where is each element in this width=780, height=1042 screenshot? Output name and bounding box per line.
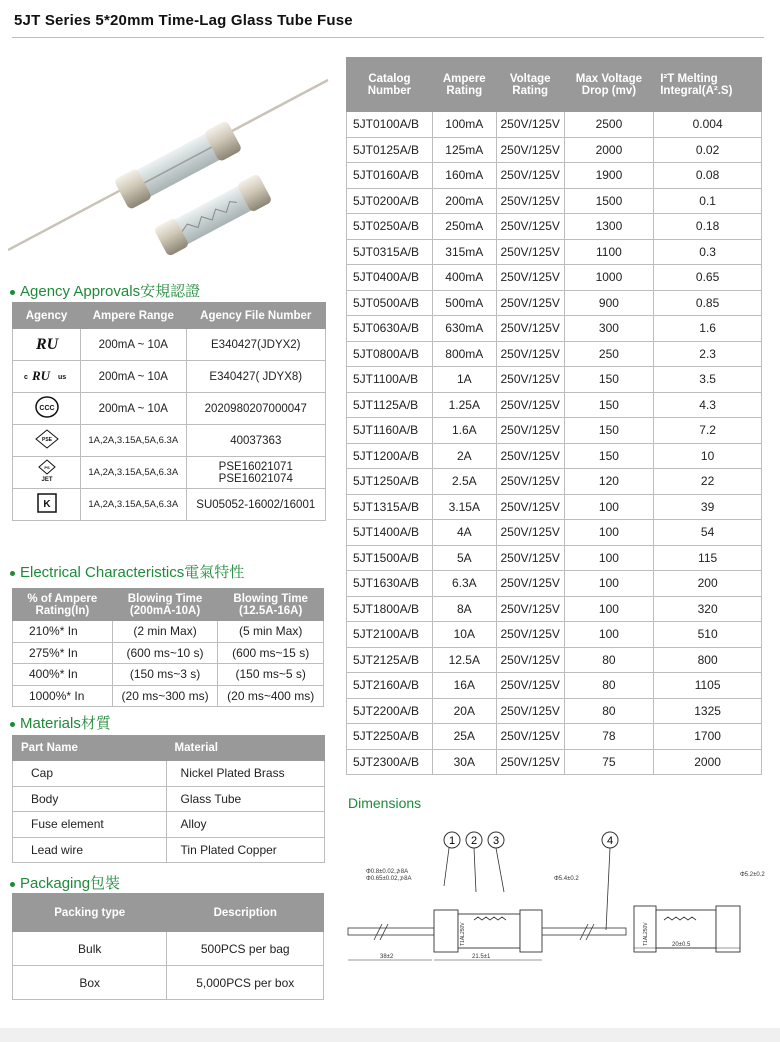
i2t-value: 320 — [654, 596, 762, 622]
voltage-drop: 80 — [564, 673, 654, 699]
catalog-number: 5JT1800A/B — [347, 596, 433, 622]
i2t-value: 22 — [654, 469, 762, 495]
agency-row — [13, 425, 326, 457]
catalog-number: 5JT0315A/B — [347, 239, 433, 265]
catalog-number: 5JT2200A/B — [347, 698, 433, 724]
voltage-rating: 250V/125V — [496, 520, 564, 546]
i2t-value: 39 — [654, 494, 762, 520]
agency-row — [13, 329, 326, 361]
catalog-number: 5JT1160A/B — [347, 418, 433, 444]
svg-text:CCC: CCC — [38, 405, 55, 412]
catalog-col-voltage: Voltage Rating — [496, 58, 564, 112]
material-name: Tin Plated Copper — [166, 837, 324, 863]
catalog-col-voltage-drop: Max Voltage Drop (mv) — [564, 58, 654, 112]
materials-row — [13, 786, 325, 812]
voltage-drop: 150 — [564, 443, 654, 469]
electrical-table — [12, 588, 324, 707]
bullet-icon — [10, 722, 15, 727]
packing-type: Box — [13, 966, 167, 1000]
catalog-number: 5JT1200A/B — [347, 443, 433, 469]
ampere-percent: 275%* In — [13, 642, 113, 664]
i2t-value: 0.3 — [654, 239, 762, 265]
voltage-rating: 250V/125V — [496, 698, 564, 724]
voltage-drop: 100 — [564, 545, 654, 571]
electrical-row — [13, 685, 324, 707]
catalog-row — [347, 647, 762, 673]
packing-type: Bulk — [13, 932, 167, 966]
svg-text:RU: RU — [35, 336, 58, 353]
ampere-rating: 20A — [432, 698, 496, 724]
voltage-rating: 250V/125V — [496, 545, 564, 571]
agency-table — [12, 302, 326, 521]
ampere-rating: 30A — [432, 749, 496, 775]
catalog-number: 5JT0800A/B — [347, 341, 433, 367]
catalog-row — [347, 724, 762, 750]
ampere-rating: 125mA — [432, 137, 496, 163]
catalog-row — [347, 112, 762, 138]
catalog-number: 5JT0200A/B — [347, 188, 433, 214]
svg-text:1: 1 — [448, 835, 456, 847]
agency-range: 200mA ~ 10A — [81, 329, 187, 361]
materials-col-material: Material — [166, 736, 324, 761]
catalog-row — [347, 163, 762, 189]
packing-description: 500PCS per bag — [167, 932, 324, 966]
voltage-drop: 1000 — [564, 265, 654, 291]
voltage-rating: 250V/125V — [496, 188, 564, 214]
voltage-drop: 2000 — [564, 137, 654, 163]
catalog-row — [347, 520, 762, 546]
agency-range: 200mA ~ 10A — [81, 361, 187, 393]
catalog-col-ampere: Ampere Rating — [432, 58, 496, 112]
electrical-col-blow-low: Blowing Time (200mA-10A) — [112, 589, 218, 621]
ampere-percent: 400%* In — [13, 664, 113, 686]
packaging-col-type: Packing type — [13, 894, 167, 932]
ampere-rating: 8A — [432, 596, 496, 622]
voltage-rating: 250V/125V — [496, 469, 564, 495]
i2t-value: 7.2 — [654, 418, 762, 444]
voltage-drop: 120 — [564, 469, 654, 495]
catalog-col-i2t: I²T Melting Integral(A².S) — [654, 58, 762, 112]
voltage-drop: 100 — [564, 494, 654, 520]
packaging-section-title: Packaging包裝 — [10, 872, 120, 893]
jet-pse-icon — [34, 459, 60, 486]
voltage-rating: 250V/125V — [496, 418, 564, 444]
materials-row — [13, 812, 325, 838]
voltage-rating: 250V/125V — [496, 494, 564, 520]
packaging-col-description: Description — [167, 894, 324, 932]
catalog-row — [347, 443, 762, 469]
catalog-number: 5JT0250A/B — [347, 214, 433, 240]
voltage-drop: 100 — [564, 571, 654, 597]
callout-4 — [602, 832, 618, 848]
ampere-rating: 160mA — [432, 163, 496, 189]
voltage-drop: 80 — [564, 647, 654, 673]
voltage-rating: 250V/125V — [496, 367, 564, 393]
svg-text:3: 3 — [492, 835, 500, 847]
ccc-icon — [35, 396, 59, 421]
agency-mark-cell — [13, 361, 81, 393]
svg-text:4: 4 — [606, 835, 614, 847]
voltage-drop: 78 — [564, 724, 654, 750]
catalog-number: 5JT0160A/B — [347, 163, 433, 189]
i2t-value: 0.85 — [654, 290, 762, 316]
i2t-value: 0.18 — [654, 214, 762, 240]
ampere-rating: 315mA — [432, 239, 496, 265]
catalog-row — [347, 367, 762, 393]
lead-dia-label-1: Φ0.8±0.02,⊅8A — [366, 869, 409, 875]
materials-section-title: Materials材質 — [10, 712, 111, 733]
materials-row — [13, 761, 325, 787]
agency-file-number: 2020980207000047 — [186, 393, 325, 425]
agency-file-number: E340427(JDYX2) — [186, 329, 325, 361]
electrical-col-percent: % of Ampere Rating(In) — [13, 589, 113, 621]
voltage-rating: 250V/125V — [496, 214, 564, 240]
catalog-row — [347, 545, 762, 571]
agency-row — [13, 489, 326, 521]
voltage-drop: 1100 — [564, 239, 654, 265]
agency-mark-cell — [13, 489, 81, 521]
ampere-rating: 400mA — [432, 265, 496, 291]
agency-file-number: 40037363 — [186, 425, 325, 457]
catalog-row — [347, 596, 762, 622]
ampere-rating: 16A — [432, 673, 496, 699]
catalog-number: 5JT0100A/B — [347, 112, 433, 138]
i2t-value: 0.1 — [654, 188, 762, 214]
i2t-value: 2.3 — [654, 341, 762, 367]
ampere-rating: 250mA — [432, 214, 496, 240]
i2t-value: 200 — [654, 571, 762, 597]
pse-diamond-icon — [35, 429, 59, 452]
i2t-value: 510 — [654, 622, 762, 648]
agency-col-file: Agency File Number — [186, 303, 325, 329]
voltage-rating: 250V/125V — [496, 571, 564, 597]
ampere-rating: 500mA — [432, 290, 496, 316]
catalog-row — [347, 265, 762, 291]
ampere-rating: 200mA — [432, 188, 496, 214]
catalog-header-row — [347, 58, 762, 112]
i2t-value: 1325 — [654, 698, 762, 724]
i2t-value: 54 — [654, 520, 762, 546]
electrical-header-row — [13, 589, 324, 621]
ampere-rating: 10A — [432, 622, 496, 648]
materials-col-part: Part Name — [13, 736, 167, 761]
catalog-number: 5JT1630A/B — [347, 571, 433, 597]
cap-dia-label-right: Φ5.2±0.2 — [740, 872, 765, 878]
ampere-rating: 100mA — [432, 112, 496, 138]
voltage-rating: 250V/125V — [496, 265, 564, 291]
agency-mark-cell — [13, 393, 81, 425]
voltage-drop: 2500 — [564, 112, 654, 138]
voltage-rating: 250V/125V — [496, 341, 564, 367]
part-name: Lead wire — [13, 837, 167, 863]
voltage-drop: 1500 — [564, 188, 654, 214]
agency-section-title: Agency Approvals安規認證 — [10, 280, 200, 301]
i2t-value: 1700 — [654, 724, 762, 750]
catalog-row — [347, 469, 762, 495]
ampere-rating: 800mA — [432, 341, 496, 367]
svg-text:PSE: PSE — [41, 437, 52, 443]
packaging-row — [13, 932, 324, 966]
callout-3 — [488, 832, 504, 848]
voltage-rating: 250V/125V — [496, 112, 564, 138]
agency-file-number: PSE16021071 PSE16021074 — [186, 457, 325, 489]
voltage-rating: 250V/125V — [496, 724, 564, 750]
catalog-number: 5JT2250A/B — [347, 724, 433, 750]
lead-dia-label-2: Φ0.65±0.02,⊅8A — [366, 876, 412, 882]
electrical-row — [13, 642, 324, 664]
agency-row — [13, 393, 326, 425]
electrical-section-title: Electrical Characteristics電氣特性 — [10, 561, 244, 582]
agency-file-number: SU05052-16002/16001 — [186, 489, 325, 521]
voltage-rating: 250V/125V — [496, 443, 564, 469]
material-name: Nickel Plated Brass — [166, 761, 324, 787]
voltage-rating: 250V/125V — [496, 316, 564, 342]
voltage-rating: 250V/125V — [496, 622, 564, 648]
fuse-length-label: 20±0.5 — [672, 942, 691, 948]
i2t-value: 4.3 — [654, 392, 762, 418]
svg-text:c: c — [23, 374, 28, 381]
i2t-value: 0.65 — [654, 265, 762, 291]
i2t-value: 0.08 — [654, 163, 762, 189]
catalog-row — [347, 188, 762, 214]
catalog-col-number: Catalog Number — [347, 58, 433, 112]
voltage-drop: 100 — [564, 520, 654, 546]
ampere-rating: 12.5A — [432, 647, 496, 673]
marking-label-single: T1AL250V — [643, 922, 649, 946]
catalog-number: 5JT1100A/B — [347, 367, 433, 393]
packing-description: 5,000PCS per box — [167, 966, 324, 1000]
voltage-rating: 250V/125V — [496, 673, 564, 699]
part-name: Fuse element — [13, 812, 167, 838]
dimensions-section-title: Dimensions — [348, 795, 422, 811]
voltage-drop: 100 — [564, 596, 654, 622]
catalog-row — [347, 239, 762, 265]
catalog-number: 5JT1400A/B — [347, 520, 433, 546]
blow-time-high: (150 ms~5 s) — [218, 664, 324, 686]
voltage-drop: 250 — [564, 341, 654, 367]
voltage-rating: 250V/125V — [496, 392, 564, 418]
ampere-rating: 2.5A — [432, 469, 496, 495]
voltage-rating: 250V/125V — [496, 647, 564, 673]
agency-row — [13, 361, 326, 393]
catalog-row — [347, 571, 762, 597]
materials-table — [12, 735, 325, 863]
body-length-label: 21.5±1 — [472, 954, 491, 960]
bullet-icon — [10, 571, 15, 576]
svg-text:RU: RU — [31, 368, 50, 383]
ampere-rating: 1.25A — [432, 392, 496, 418]
catalog-number: 5JT2160A/B — [347, 673, 433, 699]
catalog-row — [347, 494, 762, 520]
catalog-row — [347, 341, 762, 367]
page-title: 5JT Series 5*20mm Time-Lag Glass Tube Fuse — [14, 12, 353, 29]
agency-range: 200mA ~ 10A — [81, 393, 187, 425]
catalog-row — [347, 698, 762, 724]
svg-text:JET: JET — [40, 477, 53, 483]
i2t-value: 0.004 — [654, 112, 762, 138]
svg-text:2: 2 — [470, 835, 478, 847]
catalog-number: 5JT1250A/B — [347, 469, 433, 495]
agency-header-row — [13, 303, 326, 329]
cul-us-icon — [24, 366, 70, 387]
voltage-rating: 250V/125V — [496, 596, 564, 622]
catalog-row — [347, 392, 762, 418]
i2t-value: 115 — [654, 545, 762, 571]
part-name: Cap — [13, 761, 167, 787]
voltage-drop: 80 — [564, 698, 654, 724]
voltage-drop: 75 — [564, 749, 654, 775]
catalog-row — [347, 673, 762, 699]
agency-mark-cell — [13, 329, 81, 361]
voltage-drop: 1300 — [564, 214, 654, 240]
agency-range: 1A,2A,3.15A,5A,6.3A — [81, 425, 187, 457]
electrical-row — [13, 664, 324, 686]
catalog-number: 5JT2125A/B — [347, 647, 433, 673]
cap-dia-label-left: Φ5.4±0.2 — [554, 876, 579, 882]
catalog-number: 5JT0125A/B — [347, 137, 433, 163]
ampere-rating: 1A — [432, 367, 496, 393]
material-name: Glass Tube — [166, 786, 324, 812]
catalog-number: 5JT0630A/B — [347, 316, 433, 342]
i2t-value: 10 — [654, 443, 762, 469]
agency-row — [13, 457, 326, 489]
i2t-value: 1.6 — [654, 316, 762, 342]
ul-recognized-icon — [34, 333, 60, 356]
packaging-row — [13, 966, 324, 1000]
agency-mark-cell — [13, 457, 81, 489]
catalog-row — [347, 137, 762, 163]
ampere-rating: 2A — [432, 443, 496, 469]
i2t-value: 800 — [654, 647, 762, 673]
agency-col-agency: Agency — [13, 303, 81, 329]
materials-header-row — [13, 736, 325, 761]
title-divider — [12, 37, 764, 38]
blow-time-high: (600 ms~15 s) — [218, 642, 324, 664]
catalog-number: 5JT0500A/B — [347, 290, 433, 316]
ampere-percent: 210%* In — [13, 621, 113, 643]
catalog-table — [346, 57, 762, 775]
dimension-drawing — [344, 828, 774, 968]
electrical-col-blow-high: Blowing Time (12.5A-16A) — [218, 589, 324, 621]
ampere-rating: 630mA — [432, 316, 496, 342]
agency-file-number: E340427( JDYX8) — [186, 361, 325, 393]
voltage-drop: 150 — [564, 367, 654, 393]
packaging-header-row — [13, 894, 324, 932]
marking-label-main: T1AL250V — [460, 922, 466, 946]
blow-time-high: (20 ms~400 ms) — [218, 685, 324, 707]
ampere-percent: 1000%* In — [13, 685, 113, 707]
ampere-rating: 3.15A — [432, 494, 496, 520]
part-name: Body — [13, 786, 167, 812]
bullet-icon — [10, 882, 15, 887]
i2t-value: 3.5 — [654, 367, 762, 393]
catalog-number: 5JT1125A/B — [347, 392, 433, 418]
voltage-drop: 150 — [564, 392, 654, 418]
svg-text:K: K — [42, 499, 51, 510]
catalog-number: 5JT2100A/B — [347, 622, 433, 648]
svg-text:PS: PS — [43, 465, 50, 470]
callout-2 — [466, 832, 482, 848]
i2t-value: 1105 — [654, 673, 762, 699]
i2t-value: 0.02 — [654, 137, 762, 163]
lead-length-label: 38±2 — [380, 954, 394, 960]
blow-time-low: (20 ms~300 ms) — [112, 685, 218, 707]
blow-time-low: (2 min Max) — [112, 621, 218, 643]
catalog-row — [347, 749, 762, 775]
catalog-number: 5JT0400A/B — [347, 265, 433, 291]
catalog-number: 5JT1500A/B — [347, 545, 433, 571]
catalog-row — [347, 214, 762, 240]
ampere-rating: 25A — [432, 724, 496, 750]
ampere-rating: 1.6A — [432, 418, 496, 444]
blow-time-low: (600 ms~10 s) — [112, 642, 218, 664]
callout-1 — [444, 832, 460, 848]
ampere-rating: 4A — [432, 520, 496, 546]
fuse-product-photo — [8, 70, 338, 270]
material-name: Alloy — [166, 812, 324, 838]
voltage-drop: 300 — [564, 316, 654, 342]
blow-time-low: (150 ms~3 s) — [112, 664, 218, 686]
agency-range: 1A,2A,3.15A,5A,6.3A — [81, 489, 187, 521]
electrical-row — [13, 621, 324, 643]
svg-text:us: us — [57, 374, 66, 381]
ampere-rating: 5A — [432, 545, 496, 571]
voltage-drop: 1900 — [564, 163, 654, 189]
footer-band — [0, 1028, 780, 1042]
ampere-rating: 6.3A — [432, 571, 496, 597]
agency-mark-cell — [13, 425, 81, 457]
catalog-row — [347, 622, 762, 648]
voltage-drop: 900 — [564, 290, 654, 316]
kc-icon — [36, 492, 58, 517]
catalog-row — [347, 290, 762, 316]
catalog-number: 5JT2300A/B — [347, 749, 433, 775]
packaging-table — [12, 893, 324, 1000]
voltage-rating: 250V/125V — [496, 137, 564, 163]
voltage-drop: 150 — [564, 418, 654, 444]
voltage-rating: 250V/125V — [496, 163, 564, 189]
agency-range: 1A,2A,3.15A,5A,6.3A — [81, 457, 187, 489]
voltage-drop: 100 — [564, 622, 654, 648]
bullet-icon — [10, 290, 15, 295]
voltage-rating: 250V/125V — [496, 749, 564, 775]
voltage-rating: 250V/125V — [496, 239, 564, 265]
catalog-number: 5JT1315A/B — [347, 494, 433, 520]
catalog-row — [347, 418, 762, 444]
materials-row — [13, 837, 325, 863]
catalog-row — [347, 316, 762, 342]
agency-col-range: Ampere Range — [81, 303, 187, 329]
i2t-value: 2000 — [654, 749, 762, 775]
blow-time-high: (5 min Max) — [218, 621, 324, 643]
voltage-rating: 250V/125V — [496, 290, 564, 316]
